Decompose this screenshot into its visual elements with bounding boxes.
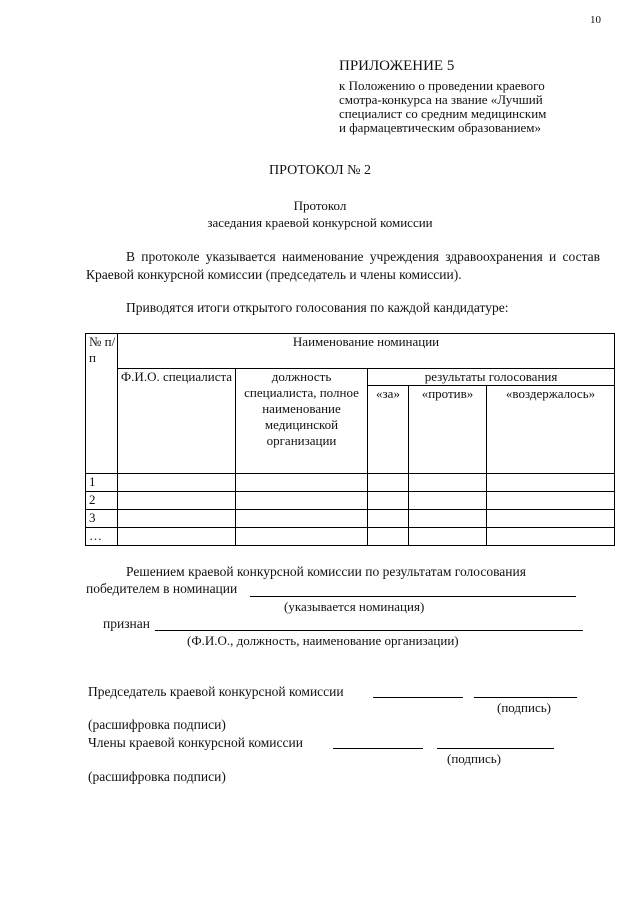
members-decode-line <box>437 748 554 749</box>
chair-label: Председатель краевой конкурсной комиссии <box>88 684 344 699</box>
appendix-line: смотра-конкурса на звание «Лучший <box>339 92 543 107</box>
for-header: «за» <box>368 386 409 474</box>
paragraph-commission: В протоколе указывается наименование учреждения здравоохранения и состав Краевой конкурсной комиссии (председатель и члены комиссии). <box>86 249 600 282</box>
results-header: результаты голосования <box>368 369 615 386</box>
position-header: должность специалиста, полное наименование медицинской организации <box>236 369 368 474</box>
fio-header: Ф.И.О. специалиста <box>118 369 236 474</box>
decision-text: Решением краевой конкурсной комиссии по результатам голосования <box>126 564 526 579</box>
against-header: «против» <box>409 386 487 474</box>
person-caption: (Ф.И.О., должность, наименование организации) <box>187 633 459 648</box>
row-number: 1 <box>86 474 118 492</box>
recognized-label: признан <box>103 616 150 631</box>
members-label: Члены краевой конкурсной комиссии <box>88 735 303 750</box>
appendix-title: ПРИЛОЖЕНИЕ 5 <box>339 58 455 74</box>
row-number: 2 <box>86 492 118 510</box>
table-row <box>86 474 615 492</box>
abstain-header: «воздержалось» <box>487 386 615 474</box>
chair-decode-line <box>474 697 577 698</box>
nomination-header: Наименование номинации <box>118 334 615 369</box>
protocol-title: ПРОТОКОЛ № 2 <box>269 163 371 178</box>
table-row <box>86 492 615 510</box>
protocol-subtitle <box>0 197 640 231</box>
person-line <box>155 630 583 631</box>
protocol-subtitle-line: заседания краевой конкурсной комиссии <box>207 215 433 230</box>
members-decode-caption: (расшифровка подписи) <box>88 769 226 784</box>
chair-signature-line <box>373 697 463 698</box>
nomination-line <box>250 596 576 597</box>
appendix-line: специалист со средним медицинским <box>339 106 547 121</box>
page-number: 10 <box>590 14 601 26</box>
chair-decode-caption: (расшифровка подписи) <box>88 717 226 732</box>
winner-label: победителем в номинации <box>86 581 238 596</box>
table-row <box>86 528 615 546</box>
num-header: № п/п <box>86 334 118 474</box>
voting-results-table <box>85 333 615 546</box>
members-signature-line <box>333 748 423 749</box>
row-number: 3 <box>86 510 118 528</box>
chair-signature-caption: (подпись) <box>497 700 551 715</box>
paragraph-voting: Приводятся итоги открытого голосования по каждой кандидатуре: <box>126 300 509 315</box>
table-row <box>86 510 615 528</box>
row-number: … <box>86 528 118 546</box>
appendix-line: и фармацевтическим образованием» <box>339 120 542 135</box>
protocol-subtitle-line: Протокол <box>293 198 347 213</box>
appendix-line: к Положению о проведении краевого <box>339 78 545 93</box>
members-signature-caption: (подпись) <box>447 751 501 766</box>
appendix-text <box>339 79 589 135</box>
nomination-caption: (указывается номинация) <box>284 599 425 614</box>
